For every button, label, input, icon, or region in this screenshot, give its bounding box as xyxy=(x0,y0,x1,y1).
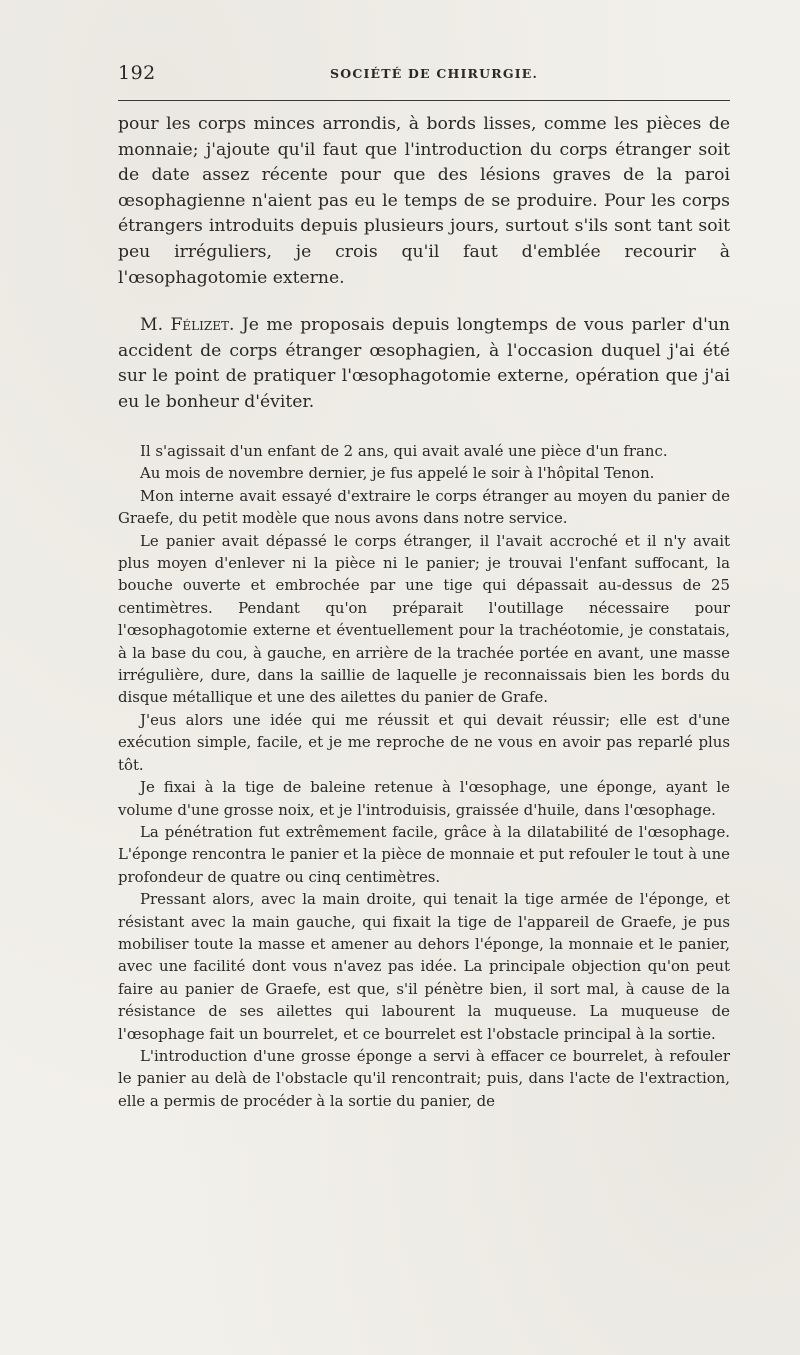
speaker-name: M. Félizet. xyxy=(140,315,235,336)
case-paragraph: Je fixai à la tige de baleine retenue à l'œsophage, une éponge, ayant le volume d'une grosse noix, et je l'introduisis, graissée d'huile, dans l'œsophage. xyxy=(118,778,730,819)
case-paragraph: Au mois de novembre dernier, je fus appelé le soir à l'hôpital Tenon. xyxy=(140,464,655,483)
case-paragraph: Mon interne avait essayé d'extraire le corps étranger au moyen du panier de Graefe, du petit modèle que nous avons dans notre service. xyxy=(118,486,730,528)
case-paragraph: Pressant alors, avec la main droite, qui tenait la tige armée de l'éponge, et résistant avec la main gauche, qui fixait la tige de l'appareil de Graefe, je pus mobiliser toute la masse et amener au dehors l'éponge, la monnaie et le panier, avec une facilité dont vous n'avez pas idée. La principale objection qu'on peut faire au panier de Graefe, est que, s'il pénètre bien, il sort mal, à cause de la résistance de ses ailettes qui labourent la muqueuse. La muqueuse de l'œsophage fait un bourrelet, et ce bourrelet est l'obstacle principal à la sortie. xyxy=(118,890,730,1043)
case-paragraph: J'eus alors une idée qui me réussit et qui devait réussir; elle est d'une exécution simple, facile, et je me reproche de ne vous en avoir pas reparlé plus tôt. xyxy=(118,710,730,774)
paragraph-felizet-text: Je me proposais depuis longtemps de vous parler d'un accident de corps étranger œsophagien, à l'occasion duquel j'ai été sur le point de pratiquer l'œsophagotomie externe, opération que j'ai eu le bonheur d'éviter. xyxy=(118,315,730,412)
case-paragraph: Le panier avait dépassé le corps étranger, il l'avait accroché et il n'y avait plus moyen d'enlever ni la pièce ni le panier; je trouvai l'enfant suffocant, la bouche ouverte et embrochée par une tige qui dépassait au-dessus de 25 centimètres. Pendant qu'on préparait l'outillage nécessaire pour l'œsophagotomie externe et éventuellement pour la trachéotomie, je constatais, à la base du cou, à gauche, en arrière de la trachée portée en avant, une masse irrégulière, dure, dans la saillie de laquelle je reconnaissais bien les bords du disque métallique et une des ailettes du panier de Grafe. xyxy=(118,531,730,707)
header-rule xyxy=(118,100,730,101)
case-report xyxy=(118,440,730,1112)
case-paragraph: Il s'agissait d'un enfant de 2 ans, qui avait avalé une pièce d'un franc. xyxy=(140,442,668,460)
page-header xyxy=(118,60,730,92)
paragraph-continued: pour les corps minces arrondis, à bords lisses, comme les pièces de monnaie; j'ajoute qu'il faut que l'introduction du corps étranger soit de date assez récente pour que des lésions graves de la paroi œsophagienne n'aient pas eu le temps de se produire. Pour les corps étrangers introduits depuis plusieurs jours, surtout s'ils sont tant soit peu irréguliers, je crois qu'il faut d'emblée recourir à l'œsophagotomie externe. xyxy=(118,114,730,288)
running-title: SOCIÉTÉ DE CHIRURGIE. xyxy=(330,66,539,81)
main-text xyxy=(118,112,730,416)
page-number: 192 xyxy=(118,62,156,84)
case-paragraph: La pénétration fut extrêmement facile, grâce à la dilatabilité de l'œsophage. L'éponge rencontra le panier et la pièce de monnaie et put refouler le tout à une profondeur de quatre ou cinq centimètres. xyxy=(118,822,730,886)
paragraph-felizet xyxy=(118,313,730,415)
case-paragraph: L'introduction d'une grosse éponge a servi à effacer ce bourrelet, à refouler le panier au delà de l'obstacle qu'il rencontrait; puis, dans l'acte de l'extraction, elle a permis de procéder à la sortie du panier, de xyxy=(118,1046,730,1110)
